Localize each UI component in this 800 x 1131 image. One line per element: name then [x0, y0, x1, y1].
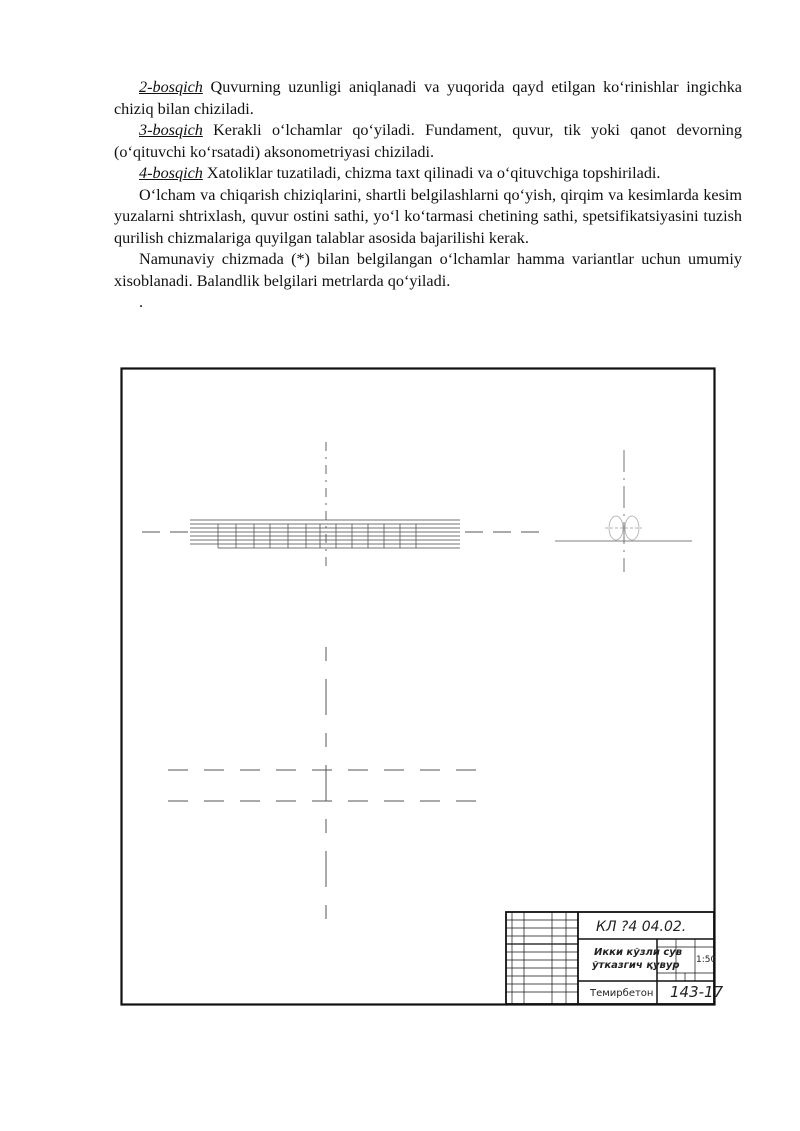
- paragraph-dimensions-note: [114, 249, 742, 292]
- pipe-plan: [190, 520, 460, 548]
- top-view: [142, 442, 545, 572]
- instruction-text: [114, 77, 742, 314]
- title-block-code: КЛ ?4 04.02.: [596, 919, 687, 935]
- paragraph-text: Kerakli o‘lchamlar qo‘yiladi. Fundament, quvur, tik yoki qanot devorning (o‘qituvchi ko‘rsatadi) aksonometriyasi chiziladi.: [114, 121, 742, 161]
- paragraph-text: Quvurning uzunligi aniqlanadi va yuqorida qayd etilgan ko‘rinishlar ingichka chiziq bilan chiziladi.: [114, 78, 742, 118]
- step-label: 4-bosqich: [139, 164, 203, 182]
- title-block-title-line1: Икки кўзли сув: [594, 947, 683, 958]
- title-block-scale: 1:50: [696, 955, 717, 965]
- paragraph-text: .: [139, 293, 144, 311]
- title-block-group: 143-17: [670, 983, 724, 1001]
- paragraph-step-3: [114, 120, 742, 163]
- drawing-sheet: [120, 367, 724, 1007]
- step-label: 2-bosqich: [139, 78, 203, 96]
- title-block-title-line2: ўтказгич қувур: [592, 960, 680, 971]
- title-block-material: Темирбетон: [590, 988, 654, 999]
- side-view: [555, 450, 692, 572]
- paragraph-requirements: [114, 185, 742, 250]
- paragraph-text: O‘lcham va chiqarish chiziqlarini, shartli belgilashlarni qo‘yish, qirqim va kesimlarda kesim yuzalarni shtrixlash, quvur ostini sathi, yo‘l ko‘tarmasi chetining sathi, spetsifikatsiyasini tuzish qurilish chizmalariga quyilgan talablar asosida bajarilishi kerak.: [114, 185, 742, 247]
- paragraph-text: Xatoliklar tuzatiladi, chizma taxt qilinadi va o‘qituvchiga topshiriladi.: [202, 164, 661, 182]
- paragraph-dot: [114, 292, 742, 314]
- paragraph-step-4: [114, 163, 742, 185]
- paragraph-step-2: [114, 77, 742, 120]
- section-view: [168, 647, 488, 927]
- step-label: 3-bosqich: [139, 121, 203, 139]
- drawing-frame: [122, 369, 715, 1005]
- paragraph-text: Namunaviy chizmada (*) bilan belgilangan o‘lchamlar hamma variantlar uchun umumiy xisoblanadi. Balandlik belgilari metrlarda qo‘yiladi.: [114, 250, 742, 290]
